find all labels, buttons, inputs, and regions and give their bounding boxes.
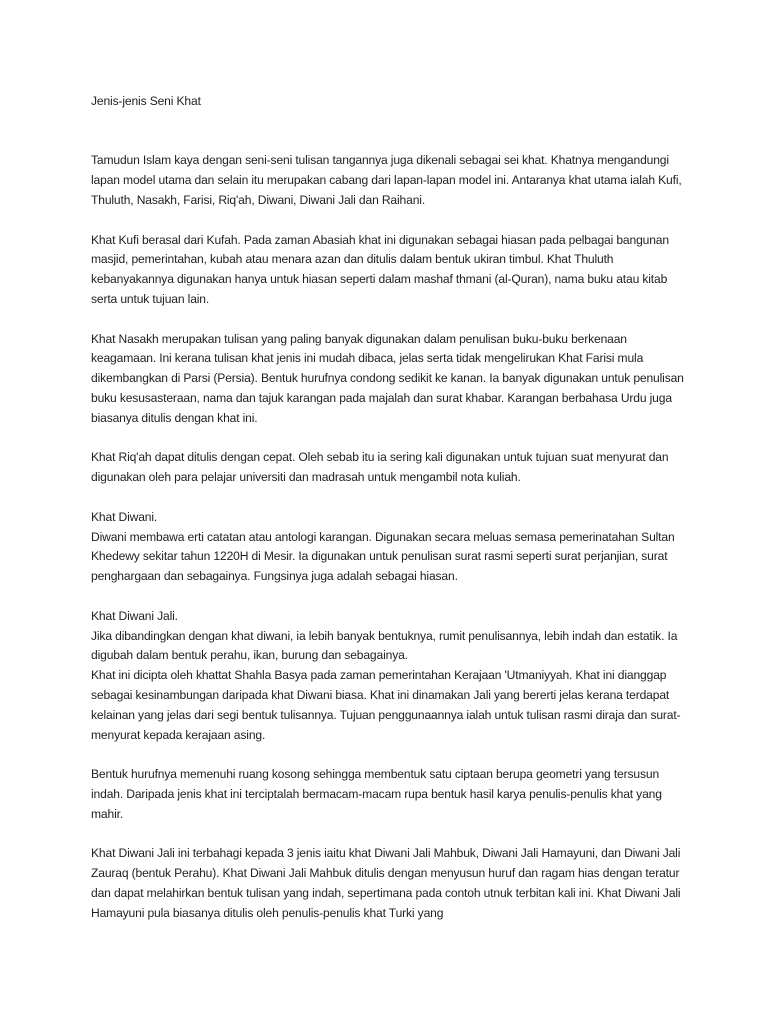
paragraph-intro: Tamudun Islam kaya dengan seni-seni tulisan tangannya juga dikenali sebagai sei khat. Khatnya mengandungi lapan model utama dan selain itu merupakan cabang dari lapan-lapan model ini. Antaranya khat utama ialah Kufi, Thuluth, Nasakh, Farisi, Riq'ah, Diwani, Diwani Jali dan Raihani. [91,153,682,207]
paragraph-riqah: Khat Riq'ah dapat ditulis dengan cepat. Oleh sebab itu ia sering kali digunakan untuk tujuan suat menyurat dan digunakan oleh para pelajar universiti dan madrasah untuk mengambil nota kuliah. [91,450,669,485]
document-title: Jenis-jenis Seni Khat [91,94,201,108]
document-body [91,92,691,943]
heading-diwani-jali: Khat Diwani Jali. [91,608,178,623]
paragraph-bentuk-huruf: Bentuk hurufnya memenuhi ruang kosong sehingga membentuk satu ciptaan berupa geometri yang tersusun indah. Daripada jenis khat ini terciptalah bermacam-macam rupa bentuk hasil karya penulis-penulis khat yang mahir. [91,767,662,821]
paragraph-diwani-jali-types: Khat Diwani Jali ini terbahagi kepada 3 jenis iaitu khat Diwani Jali Mahbuk, Diwani Jali Hamayuni, dan Diwani Jali Zauraq (bentuk Perahu). Khat Diwani Jali Mahbuk ditulis dengan menyusun huruf dan ragam hias dengan teratur dan dapat melahirkan bentuk tulisan yang indah, sepertimana pada contoh utnuk terbitan kali ini. Khat Diwani Jali Hamayuni pula biasanya ditulis oleh penulis-penulis khat Turki yang [91,846,681,920]
paragraph-nasakh-farisi: Khat Nasakh merupakan tulisan yang paling banyak digunakan dalam penulisan buku-buku berkenaan keagamaan. Ini kerana tulisan khat jenis ini mudah dibaca, jelas serta tidak mengelirukan Khat Farisi mula dikembangkan di Parsi (Persia). Bentuk hurufnya condong sedikit ke kanan. Ia banyak digunakan untuk penulisan buku kesusasteraan, nama dan tajuk karangan pada majalah dan surat khabar. Karangan berbahasa Urdu juga biasanya ditulis dengan khat ini. [91,331,684,425]
paragraph-diwani: Diwani membawa erti catatan atau antologi karangan. Digunakan secara meluas semasa pemerinatahan Sultan Khedewy sekitar tahun 1220H di Mesir. Ia digunakan untuk penulisan surat rasmi seperti surat perjanjian, surat penghargaan dan sebagainya. Fungsinya juga adalah sebagai hiasan. [91,529,675,584]
paragraph-diwani-jali-2: Khat ini dicipta oleh khattat Shahla Basya pada zaman pemerintahan Kerajaan 'Utmaniyyah. Khat ini dianggap sebagai kesinambungan daripada khat Diwani biasa. Khat ini dinamakan Jali yang bererti jelas kerana terdapat kelainan yang jelas dari segi bentuk tulisannya. Tujuan penggunaannya ialah untuk tulisan rasmi diraja dan surat-menyurat kepada kerajaan asing. [91,668,681,742]
paragraph-diwani-jali-1: Jika dibandingkan dengan khat diwani, ia lebih banyak bentuknya, rumit penulisannya, lebih indah dan estatik. Ia digubah dalam bentuk perahu, ikan, burung dan sebagainya. [91,628,678,663]
heading-diwani: Khat Diwani. [91,509,158,524]
paragraph-kufi-thuluth: Khat Kufi berasal dari Kufah. Pada zaman Abasiah khat ini digunakan sebagai hiasan pada pelbagai bangunan masjid, pemerintahan, kubah atau menara azan dan ditulis dalam bentuk ukiran timbul. Khat Thuluth kebanyakannya digunakan hanya untuk hiasan seperti dalam mashaf thmani (al-Quran), nama buku atau kitab serta untuk tujuan lain. [91,232,669,306]
